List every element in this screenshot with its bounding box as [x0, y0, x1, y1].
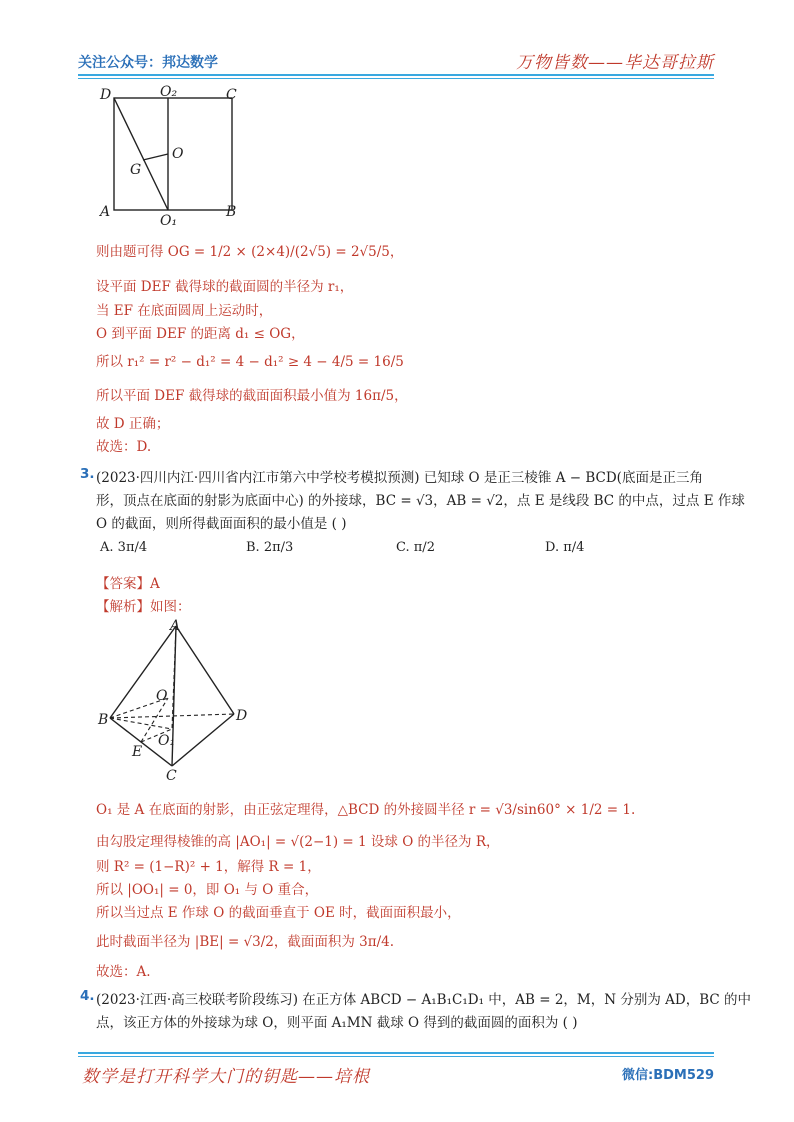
analysis-label: 【解析】如图：: [96, 599, 191, 615]
footer-divider: [78, 1052, 714, 1054]
label-O: O: [172, 146, 184, 162]
question-text: O 的截面，则所得截面面积的最小值是 ( ): [96, 516, 347, 532]
option-d: [545, 540, 584, 555]
label-O1: O₁: [158, 733, 176, 749]
header-divider-thin: [78, 78, 714, 79]
solution-line: 所以当过点 E 作球 O 的截面垂直于 OE 时，截面面积最小，: [96, 905, 461, 921]
solution-line: 设平面 DEF 截得球的截面圆的半径为 r₁，: [96, 279, 354, 295]
label-A: A: [170, 618, 181, 634]
solution-line: O 到平面 DEF 的距离 d₁ ≤ OG，: [96, 326, 305, 342]
solution-line: 所以平面 DEF 截得球的截面面积最小值为 16π/5，: [96, 388, 408, 404]
option-b: [246, 540, 293, 555]
label-O2: O₂: [160, 84, 178, 100]
option-key: B.: [246, 540, 260, 555]
header-motto: 万物皆数——毕达哥拉斯: [516, 53, 714, 73]
label-B: B: [98, 712, 109, 728]
option-c: [396, 540, 435, 555]
solution-line: 当 EF 在底面圆周上运动时，: [96, 303, 273, 319]
question-number: 4.: [80, 988, 95, 1004]
solution-line: 故选：D.: [96, 439, 152, 455]
option-a: [100, 540, 147, 555]
option-value: 3π/4: [117, 540, 148, 555]
label-C: C: [166, 768, 177, 784]
tetrahedron-figure: [96, 614, 256, 784]
label-D: D: [236, 708, 248, 724]
footer-quote: 数学是打开科学大门的钥匙——培根: [82, 1067, 370, 1087]
label-G: G: [130, 162, 142, 178]
question-number: 3.: [80, 466, 95, 482]
footer-divider-thin: [78, 1056, 714, 1057]
solution-line: O₁ 是 A 在底面的射影，由正弦定理得，△BCD 的外接圆半径 r = √3/sin60° × 1/2 = 1.: [96, 802, 636, 818]
option-value: π/4: [563, 540, 585, 555]
question-text: (2023·江西·高三校联考阶段练习) 在正方体 ABCD − A₁B₁C₁D₁ 中，AB = 2，M，N 分别为 AD，BC 的中: [96, 992, 752, 1008]
option-key: A.: [100, 540, 114, 555]
label-O: O: [156, 688, 168, 704]
solution-line: 则 R² = (1−R)² + 1，解得 R = 1，: [96, 859, 321, 875]
label-D: D: [100, 87, 112, 103]
solution-line: 故 D 正确；: [96, 416, 170, 432]
label-A: A: [100, 204, 111, 220]
label-E: E: [132, 744, 143, 760]
solution-line: 所以 |OO₁| = 0，即 O₁ 与 O 重合，: [96, 882, 319, 898]
label-B: B: [226, 204, 237, 220]
header-account-label: 关注公众号：邦达数学: [78, 55, 218, 71]
answer-label: 【答案】A: [96, 576, 160, 592]
option-value: 2π/3: [263, 540, 294, 555]
label-O1: O₁: [160, 213, 178, 229]
option-key: C.: [396, 540, 410, 555]
label-C: C: [226, 87, 237, 103]
question-text: (2023·四川内江·四川省内江市第六中学校考模拟预测) 已知球 O 是正三棱锥 A − BCD(底面是正三角: [96, 470, 703, 486]
solution-line: 所以 r₁² = r² − d₁² = 4 − d₁² ≥ 4 − 4/5 = 16/5: [96, 354, 404, 370]
header-divider: [78, 74, 714, 76]
solution-line: 由勾股定理得棱锥的高 |AO₁| = √(2−1) = 1 设球 O 的半径为 R，: [96, 834, 500, 850]
option-value: π/2: [413, 540, 435, 555]
solution-line: 则由题可得 OG = 1/2 × (2×4)/(2√5) = 2√5/5，: [96, 244, 404, 260]
square-section-figure: [96, 84, 256, 230]
solution-line: 此时截面半径为 |BE| = √3/2，截面面积为 3π/4.: [96, 934, 395, 950]
solution-line: 故选：A.: [96, 964, 151, 980]
option-key: D.: [545, 540, 560, 555]
question-text: 形，顶点在底面的射影为底面中心) 的外接球，BC = √3，AB = √2，点 E 是线段 BC 的中点，过点 E 作球: [96, 493, 745, 509]
question-text: 点，该正方体的外接球为球 O，则平面 A₁MN 截球 O 得到的截面圆的面积为 ( ): [96, 1015, 578, 1031]
footer-wechat-id: 微信:BDM529: [622, 1068, 714, 1083]
